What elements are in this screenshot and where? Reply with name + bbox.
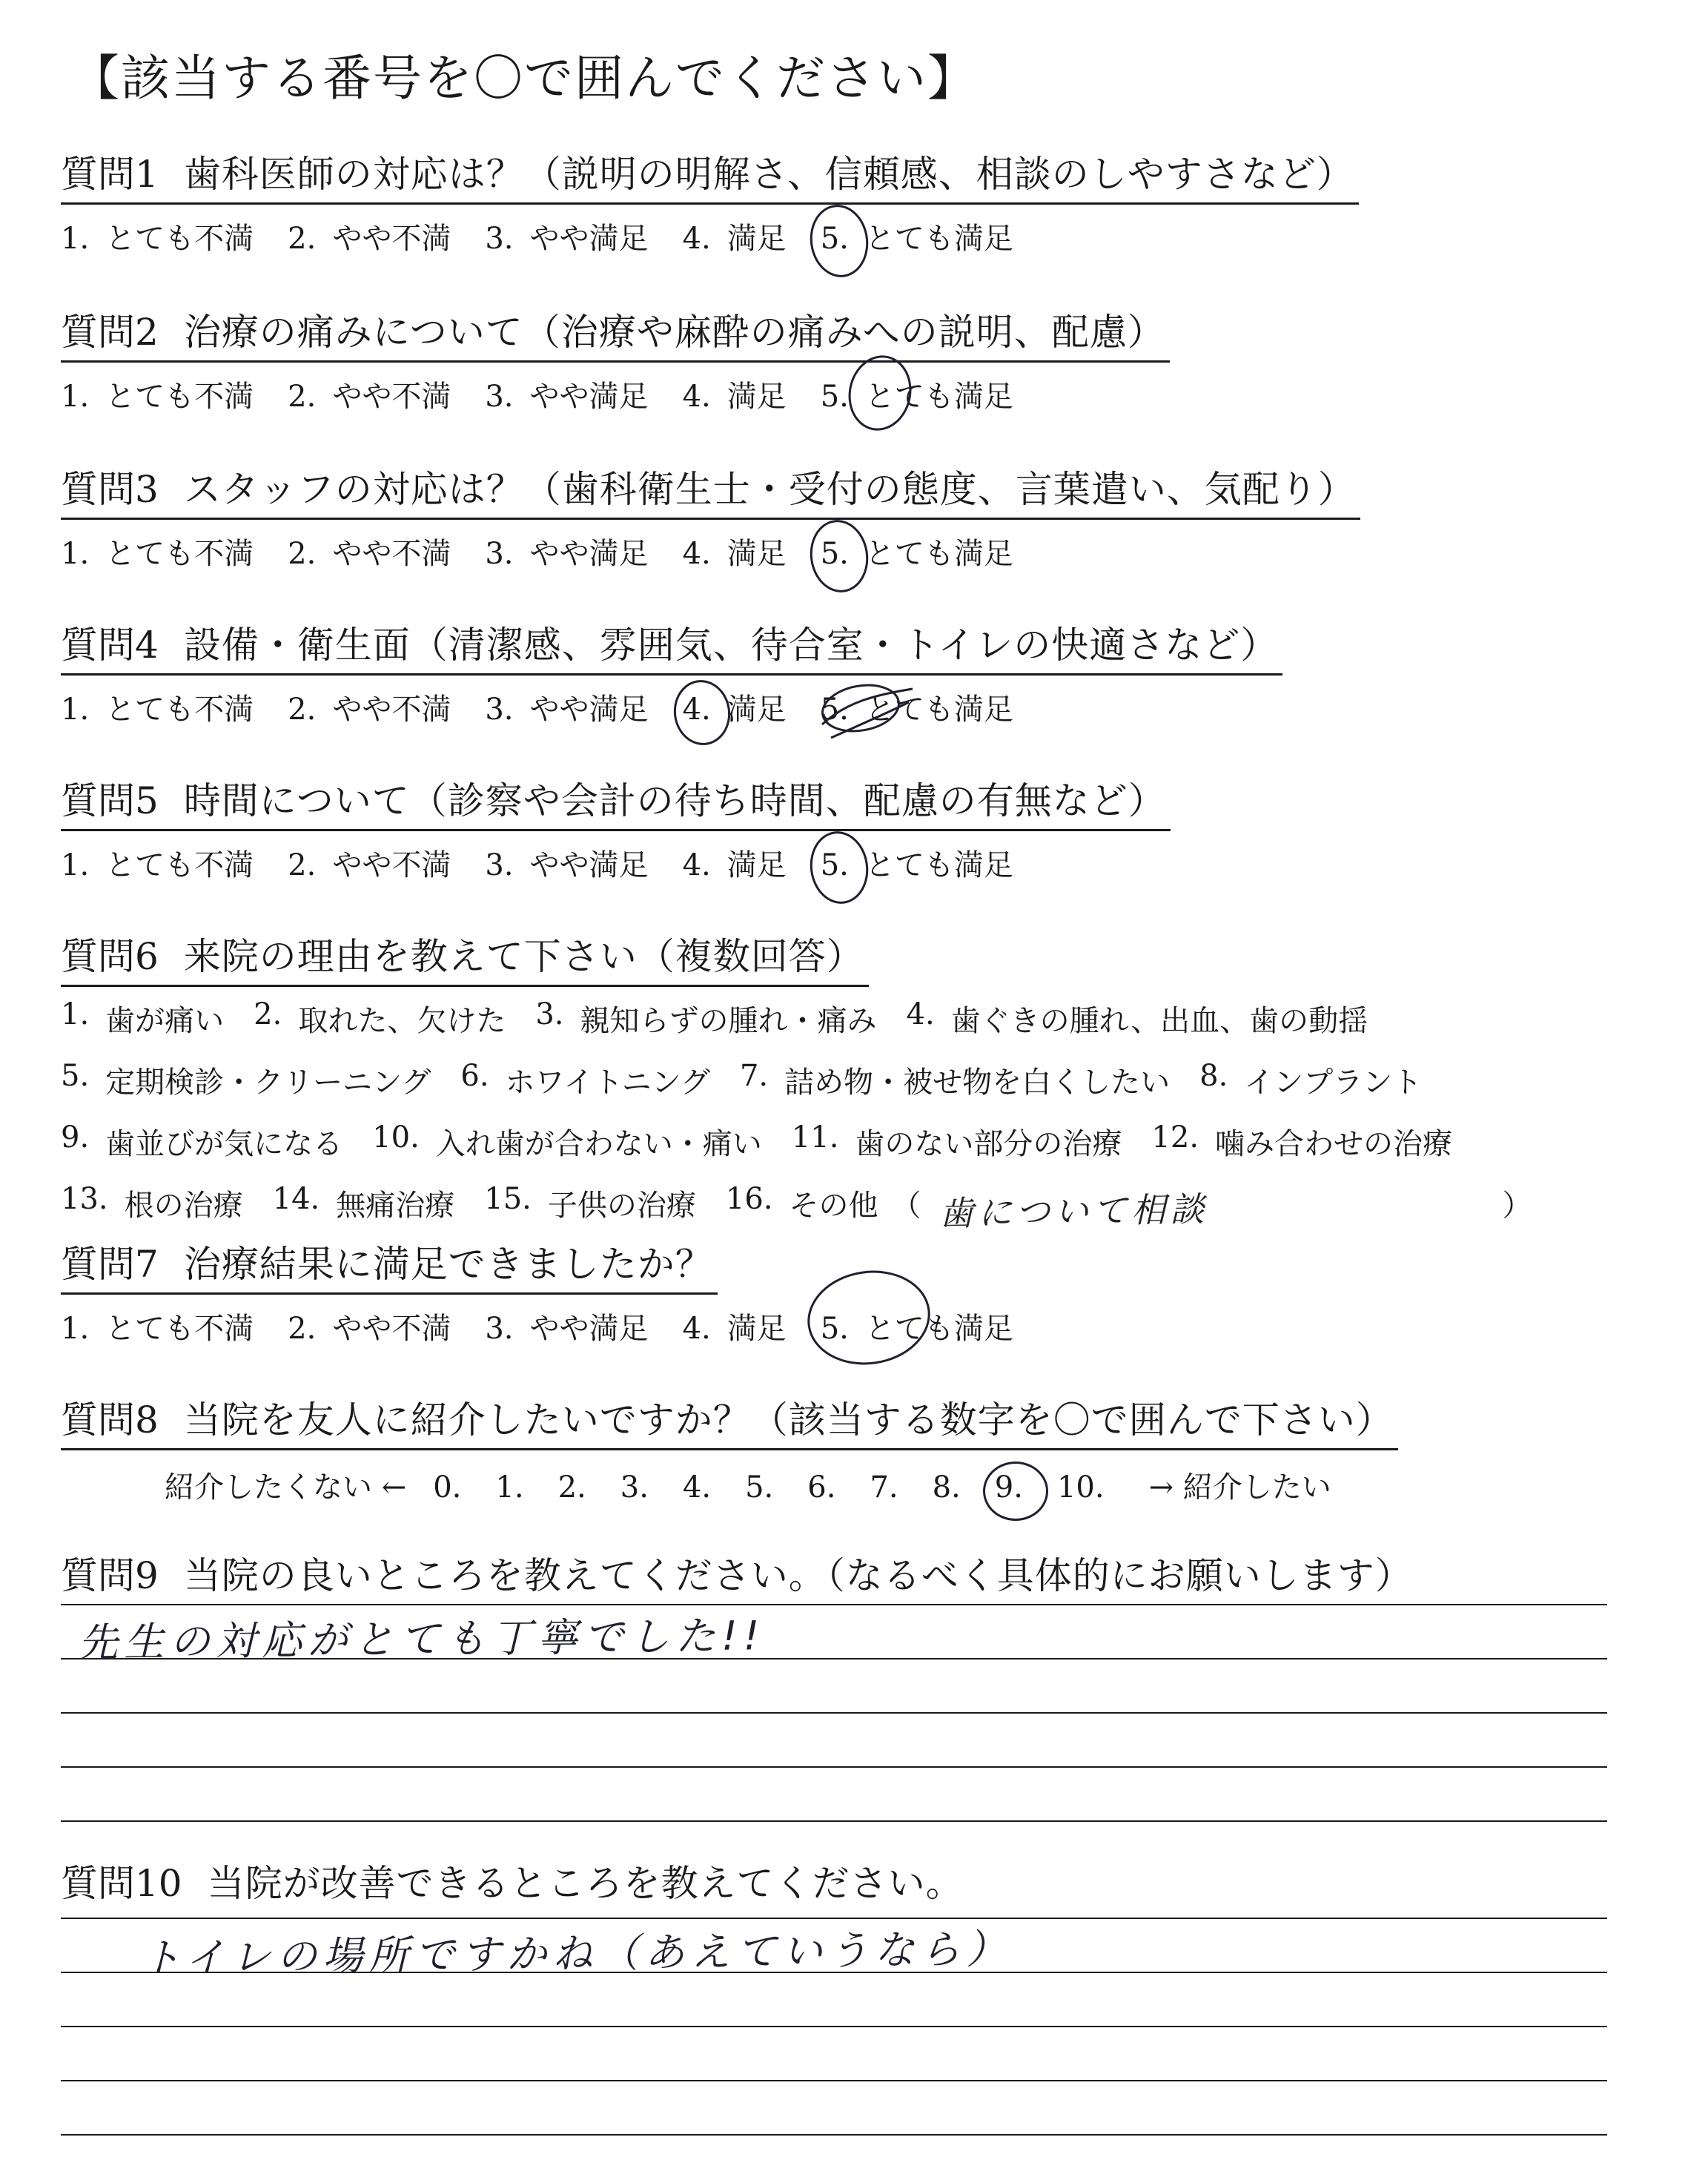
option-number: 1. xyxy=(61,693,90,727)
question-4 xyxy=(61,615,1282,728)
reason-item[interactable] xyxy=(61,1120,342,1163)
reason-number: 10. xyxy=(372,1120,420,1155)
reason-item[interactable] xyxy=(254,997,506,1040)
option-label: とても満足 xyxy=(864,380,1013,414)
reason-item[interactable] xyxy=(792,1120,1122,1163)
option-2[interactable] xyxy=(288,1305,451,1347)
option-label: やや満足 xyxy=(529,693,649,727)
option-label: とても不満 xyxy=(105,537,254,571)
option-1[interactable] xyxy=(61,1305,254,1347)
scale-10[interactable]: 10. xyxy=(1056,1470,1105,1505)
question-number: 質問1 xyxy=(61,153,159,196)
question-number: 質問5 xyxy=(61,779,159,822)
option-label: とても満足 xyxy=(864,1312,1013,1346)
reason-number: 1. xyxy=(61,997,90,1031)
option-label: とても不満 xyxy=(105,380,254,414)
reason-row xyxy=(61,997,1532,1040)
option-3[interactable] xyxy=(485,373,648,415)
option-number: 1. xyxy=(61,1312,90,1346)
question-heading xyxy=(61,1546,1417,1604)
reason-row xyxy=(61,1120,1532,1163)
answer-options xyxy=(61,686,1282,728)
option-label: 満足 xyxy=(726,1312,787,1346)
option-number: 5. xyxy=(820,222,849,256)
reason-item[interactable] xyxy=(372,1120,762,1163)
scale-8[interactable]: 8. xyxy=(932,1470,961,1505)
question-heading xyxy=(61,927,869,987)
option-3[interactable] xyxy=(485,215,648,257)
option-number: 5. xyxy=(820,1312,849,1346)
option-2[interactable] xyxy=(288,842,451,884)
option-label: とても満足 xyxy=(864,693,1013,727)
reason-number: 7. xyxy=(739,1059,769,1093)
reason-label: 定期検診・クリーニング xyxy=(105,1066,431,1100)
option-label: やや満足 xyxy=(529,537,649,571)
question-number: 質問7 xyxy=(61,1243,159,1286)
option-1[interactable] xyxy=(61,215,254,257)
option-3[interactable] xyxy=(485,530,648,572)
option-label: とても不満 xyxy=(105,1312,254,1346)
option-1[interactable] xyxy=(61,373,254,415)
answer-options xyxy=(61,1305,1013,1347)
option-number: 3. xyxy=(485,380,514,414)
option-number: 2. xyxy=(288,693,317,727)
option-label: とても満足 xyxy=(864,537,1013,571)
reason-number: 3. xyxy=(535,997,564,1031)
option-label: とても満足 xyxy=(864,848,1013,882)
reason-number: 9. xyxy=(61,1120,90,1155)
option-4[interactable] xyxy=(683,842,787,884)
option-label: 満足 xyxy=(726,222,787,256)
reason-label: 根の治療 xyxy=(124,1189,243,1223)
writing-line xyxy=(61,1820,1607,1822)
reason-row xyxy=(61,1182,1532,1234)
option-2[interactable] xyxy=(288,686,451,728)
reason-item[interactable] xyxy=(460,1059,710,1101)
option-3[interactable] xyxy=(485,1305,648,1347)
question-heading xyxy=(61,1390,1398,1450)
option-number: 4. xyxy=(682,222,711,256)
reason-number: 5. xyxy=(61,1059,90,1093)
option-number: 3. xyxy=(485,848,514,882)
question-heading xyxy=(61,303,1170,363)
close-paren: ） xyxy=(1502,1189,1532,1223)
question-text: 当院の良いところを教えてください。（なるべく具体的にお願いします） xyxy=(183,1554,1413,1597)
option-number: 2. xyxy=(288,1312,317,1346)
page-title: 【該当する番号を〇で囲んでください】 xyxy=(70,50,978,107)
question-number: 質問9 xyxy=(61,1554,159,1597)
option-number: 2. xyxy=(288,537,317,571)
option-number: 4. xyxy=(682,848,711,882)
scale-left-label: 紹介したくない ← xyxy=(165,1470,407,1505)
reason-label: 歯が痛い xyxy=(105,1004,225,1038)
option-number: 3. xyxy=(485,1312,514,1346)
option-label: やや満足 xyxy=(529,222,649,256)
reason-number: 8. xyxy=(1199,1059,1228,1093)
option-label: やや不満 xyxy=(332,222,451,256)
option-label: やや不満 xyxy=(332,848,451,882)
question-10 xyxy=(61,1854,968,1912)
question-text: 治療結果に満足できましたか？ xyxy=(183,1243,713,1286)
option-number: 2. xyxy=(288,848,317,882)
question-9 xyxy=(61,1546,1417,1604)
reason-label: 無痛治療 xyxy=(336,1189,455,1223)
writing-line xyxy=(61,2134,1607,2136)
question-1 xyxy=(61,145,1359,257)
option-label: やや満足 xyxy=(529,1312,649,1346)
question-number: 質問8 xyxy=(61,1398,159,1441)
answer-options xyxy=(61,373,1170,415)
option-3[interactable] xyxy=(485,842,648,884)
option-5-selected[interactable] xyxy=(821,1305,1013,1347)
option-2[interactable] xyxy=(288,530,451,572)
writing-line xyxy=(61,1766,1607,1768)
reason-number: 13. xyxy=(61,1182,108,1216)
option-4[interactable] xyxy=(683,215,787,257)
option-number: 3. xyxy=(485,537,514,571)
reason-label: その他 xyxy=(789,1189,878,1223)
reason-label: 歯並びが気になる xyxy=(105,1127,343,1161)
other-reason-handwritten[interactable]: 歯について相談 xyxy=(939,1189,1209,1234)
option-4-selected[interactable] xyxy=(683,686,787,728)
option-label: やや不満 xyxy=(332,1312,451,1346)
reason-number: 12. xyxy=(1151,1120,1199,1155)
option-number: 4. xyxy=(682,693,711,727)
question-text: 当院が改善できるところを教えてください。 xyxy=(207,1862,964,1905)
option-4[interactable] xyxy=(683,1305,787,1347)
scale-1[interactable]: 1. xyxy=(495,1470,524,1505)
writing-line xyxy=(61,2026,1607,2027)
question-number: 質問10 xyxy=(61,1862,182,1905)
reason-item[interactable] xyxy=(273,1182,455,1231)
reason-label: 歯ぐきの腫れ、出血、歯の動揺 xyxy=(950,1004,1368,1038)
reason-item-other[interactable] xyxy=(725,1182,1532,1234)
option-number: 3. xyxy=(485,693,514,727)
answer-options xyxy=(61,842,1171,884)
scale-9-selected[interactable] xyxy=(995,1470,1023,1505)
option-1[interactable] xyxy=(61,842,254,884)
option-number: 5. xyxy=(820,693,849,727)
scale-7[interactable]: 7. xyxy=(870,1470,898,1505)
writing-line xyxy=(61,2080,1607,2081)
reason-item[interactable] xyxy=(740,1059,1170,1101)
option-number: 2. xyxy=(288,222,317,256)
option-number: 3. xyxy=(485,222,514,256)
question-number: 質問2 xyxy=(61,311,159,354)
question-7 xyxy=(61,1235,1013,1347)
option-3[interactable] xyxy=(485,686,648,728)
scale-5[interactable]: 5. xyxy=(745,1470,774,1505)
option-5-selected[interactable] xyxy=(821,530,1013,572)
option-label: とても不満 xyxy=(105,222,254,256)
reason-item[interactable] xyxy=(61,997,224,1040)
answer-options xyxy=(61,215,1359,257)
option-5-selected[interactable] xyxy=(821,215,1013,257)
reason-label: 噛み合わせの治療 xyxy=(1215,1127,1453,1161)
reason-item[interactable] xyxy=(907,997,1368,1040)
option-5-selected[interactable] xyxy=(821,373,1013,415)
scale-3[interactable]: 3. xyxy=(620,1470,649,1505)
question-text: スタッフの対応は？（歯科衛生士・受付の態度、言葉遣い、気配り） xyxy=(183,468,1356,511)
option-label: 満足 xyxy=(726,848,787,882)
reason-label: 入れ歯が合わない・痛い xyxy=(435,1127,762,1161)
question-8 xyxy=(61,1390,1398,1506)
scale-right-label: → 紹介したい xyxy=(1148,1470,1331,1505)
question-text: 治療の痛みについて（治療や麻酔の痛みへの説明、配慮） xyxy=(183,311,1165,354)
scale-6[interactable]: 6. xyxy=(807,1470,836,1505)
reason-row xyxy=(61,1059,1532,1101)
reason-label: 詰め物・被せ物を白くしたい xyxy=(784,1066,1171,1100)
option-number: 5. xyxy=(820,848,849,882)
reason-number: 15. xyxy=(484,1182,532,1216)
option-label: とても不満 xyxy=(105,693,254,727)
reason-label: 子供の治療 xyxy=(547,1189,696,1223)
question-number: 質問6 xyxy=(61,935,159,978)
reason-label: インプラント xyxy=(1244,1066,1423,1100)
option-2[interactable] xyxy=(288,215,451,257)
q10-handwritten-answer[interactable]: トイレの場所ですかね（あえていうなら） xyxy=(140,1925,1013,1982)
question-heading xyxy=(61,1235,718,1295)
reason-number: 11. xyxy=(791,1120,839,1155)
question-text: 歯科医師の対応は？（説明の明解さ、信頼感、相談のしやすさなど） xyxy=(183,153,1354,196)
scale-0[interactable]: 0. xyxy=(433,1470,462,1505)
question-text: 当院を友人に紹介したいですか？（該当する数字を〇で囲んで下さい） xyxy=(183,1398,1394,1441)
question-heading xyxy=(61,1854,968,1912)
option-label: 満足 xyxy=(726,537,787,571)
reason-item[interactable] xyxy=(535,997,876,1040)
q9-handwritten-answer[interactable]: 先生の対応がとても丁寧でした!! xyxy=(77,1612,766,1666)
recommend-scale xyxy=(165,1464,1398,1506)
option-label: やや満足 xyxy=(529,380,649,414)
option-2[interactable] xyxy=(288,373,451,415)
reason-number: 6. xyxy=(460,1059,489,1093)
reason-label: 歯のない部分の治療 xyxy=(855,1127,1122,1161)
reason-item[interactable] xyxy=(61,1182,243,1231)
option-number: 4. xyxy=(682,1312,711,1346)
question-text: 来院の理由を教えて下さい（複数回答） xyxy=(183,935,864,978)
scale-4[interactable]: 4. xyxy=(682,1470,712,1505)
reason-number: 2. xyxy=(254,997,282,1031)
question-number: 質問4 xyxy=(61,624,159,667)
scale-2[interactable]: 2. xyxy=(557,1470,586,1505)
option-label: やや不満 xyxy=(332,380,451,414)
question-number: 質問3 xyxy=(61,468,159,511)
option-4[interactable] xyxy=(683,373,787,415)
reason-label: 取れた、欠けた xyxy=(298,1004,506,1038)
option-number: 4. xyxy=(682,537,711,571)
option-label: やや不満 xyxy=(332,693,451,727)
option-5-selected[interactable] xyxy=(821,842,1013,884)
reason-item[interactable] xyxy=(484,1182,696,1231)
reason-item[interactable] xyxy=(1151,1120,1452,1163)
option-label: やや満足 xyxy=(529,848,649,882)
question-6 xyxy=(61,927,1532,1250)
question-heading xyxy=(61,460,1360,520)
open-paren: （ xyxy=(891,1189,921,1223)
reason-label: ホワイトニング xyxy=(505,1066,710,1100)
option-1[interactable] xyxy=(61,686,254,728)
option-number: 5. xyxy=(820,537,849,571)
writing-line xyxy=(61,1604,1607,1605)
reason-label: 親知らずの腫れ・痛み xyxy=(580,1004,877,1038)
option-1[interactable] xyxy=(61,530,254,572)
question-heading xyxy=(61,615,1282,676)
question-2 xyxy=(61,303,1170,415)
option-label: やや不満 xyxy=(332,537,451,571)
reason-number: 14. xyxy=(272,1182,320,1216)
option-4[interactable] xyxy=(683,530,787,572)
option-label: 満足 xyxy=(726,380,787,414)
question-heading xyxy=(61,771,1171,831)
option-number: 1. xyxy=(61,848,90,882)
writing-line xyxy=(61,1712,1607,1714)
scale-value: 9. xyxy=(994,1470,1023,1505)
reason-list xyxy=(61,997,1532,1234)
option-label: とても満足 xyxy=(864,222,1013,256)
option-label: とても不満 xyxy=(105,848,254,882)
reason-number: 16. xyxy=(725,1182,773,1216)
option-number: 5. xyxy=(820,380,849,414)
question-3 xyxy=(61,460,1360,572)
question-text: 設備・衛生面（清潔感、雰囲気、待合室・トイレの快適さなど） xyxy=(183,624,1279,667)
option-number: 1. xyxy=(61,222,90,256)
question-5 xyxy=(61,771,1171,884)
option-number: 1. xyxy=(61,380,90,414)
reason-item[interactable] xyxy=(61,1059,431,1101)
question-text: 時間について（診察や会計の待ち時間、配慮の有無など） xyxy=(183,779,1166,822)
reason-number: 4. xyxy=(906,997,935,1031)
option-number: 2. xyxy=(288,380,317,414)
option-number: 4. xyxy=(682,380,711,414)
reason-item[interactable] xyxy=(1199,1059,1422,1101)
question-heading xyxy=(61,145,1359,205)
option-label: 満足 xyxy=(726,693,787,727)
option-5-crossed-out[interactable] xyxy=(821,686,1013,728)
option-number: 1. xyxy=(61,537,90,571)
answer-options xyxy=(61,530,1360,572)
